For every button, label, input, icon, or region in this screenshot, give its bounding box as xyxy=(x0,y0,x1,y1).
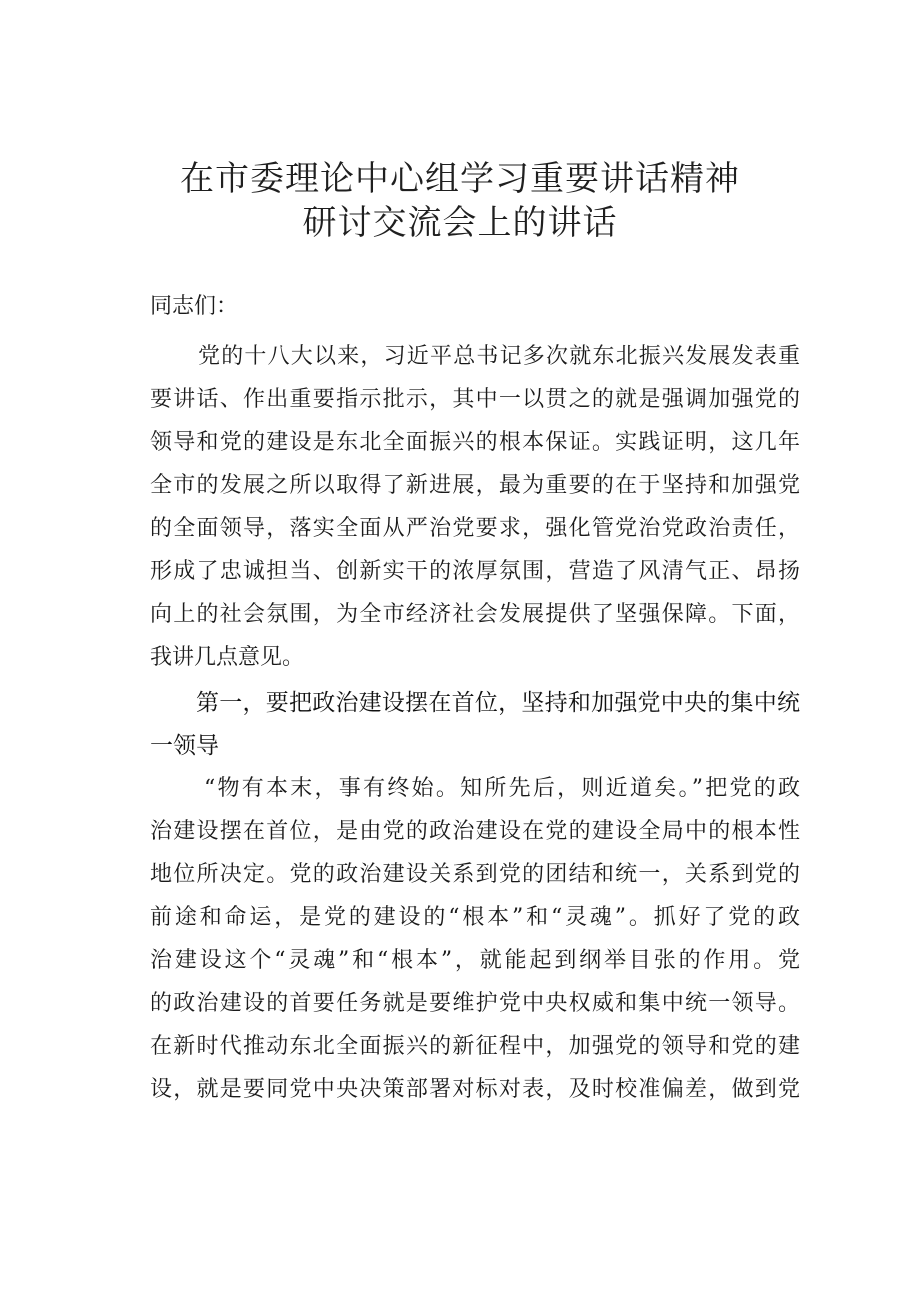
paragraph-2-line-7: 在新时代推动东北全面振兴的新征程中，加强党的领导和党的建 xyxy=(150,1034,800,1059)
section-heading-line-2: 一领导 xyxy=(150,733,219,759)
paragraph-1-line-6: 形成了忠诚担当、创新实干的浓厚氛围，营造了风清气正、昂扬 xyxy=(150,559,800,584)
paragraph-1-line-3: 领导和党的建设是东北全面振兴的根本保证。实践证明，这几年 xyxy=(150,430,800,455)
paragraph-1-line-2: 要讲话、作出重要指示批示，其中一以贯之的就是强调加强党的 xyxy=(150,387,800,412)
paragraph-2-line-3: 地位所决定。党的政治建设关系到党的团结和统一，关系到党的 xyxy=(150,862,800,887)
paragraph-1-line-8: 我讲几点意见。 xyxy=(150,645,305,670)
document-title-line-1: 在市委理论中心组学习重要讲话精神 xyxy=(180,159,740,199)
paragraph-1-line-7: 向上的社会氛围，为全市经济社会发展提供了坚强保障。下面， xyxy=(150,602,800,627)
paragraph-2-line-2: 治建设摆在首位，是由党的政治建设在党的建设全局中的根本性 xyxy=(150,819,800,844)
paragraph-2-line-8: 设，就是要同党中央决策部署对标对表，及时校准偏差，做到党 xyxy=(150,1077,800,1102)
salutation: 同志们： xyxy=(150,294,239,319)
document-title-line-2: 研讨交流会上的讲话 xyxy=(302,203,618,243)
paragraph-1-line-1: 党的十八大以来，习近平总书记多次就东北振兴发展发表重 xyxy=(198,344,800,369)
paragraph-2-line-6: 的政治建设的首要任务就是要维护党中央权威和集中统一领导。 xyxy=(150,991,800,1016)
paragraph-2-line-1: “物有本末，事有终始。知所先后，则近道矣。”把党的政 xyxy=(204,776,800,801)
paragraph-1-line-5: 的全面领导，落实全面从严治党要求，强化管党治党政治责任， xyxy=(150,516,800,541)
section-heading-line-1: 第一，要把政治建设摆在首位，坚持和加强党中央的集中统 xyxy=(196,690,800,716)
paragraph-1-line-4: 全市的发展之所以取得了新进展，最为重要的在于坚持和加强党 xyxy=(150,473,800,498)
paragraph-2-line-4: 前途和命运，是党的建设的“根本”和“灵魂”。抓好了党的政 xyxy=(150,905,800,930)
paragraph-2-line-5: 治建设这个“灵魂”和“根本”，就能起到纲举目张的作用。党 xyxy=(150,948,800,973)
